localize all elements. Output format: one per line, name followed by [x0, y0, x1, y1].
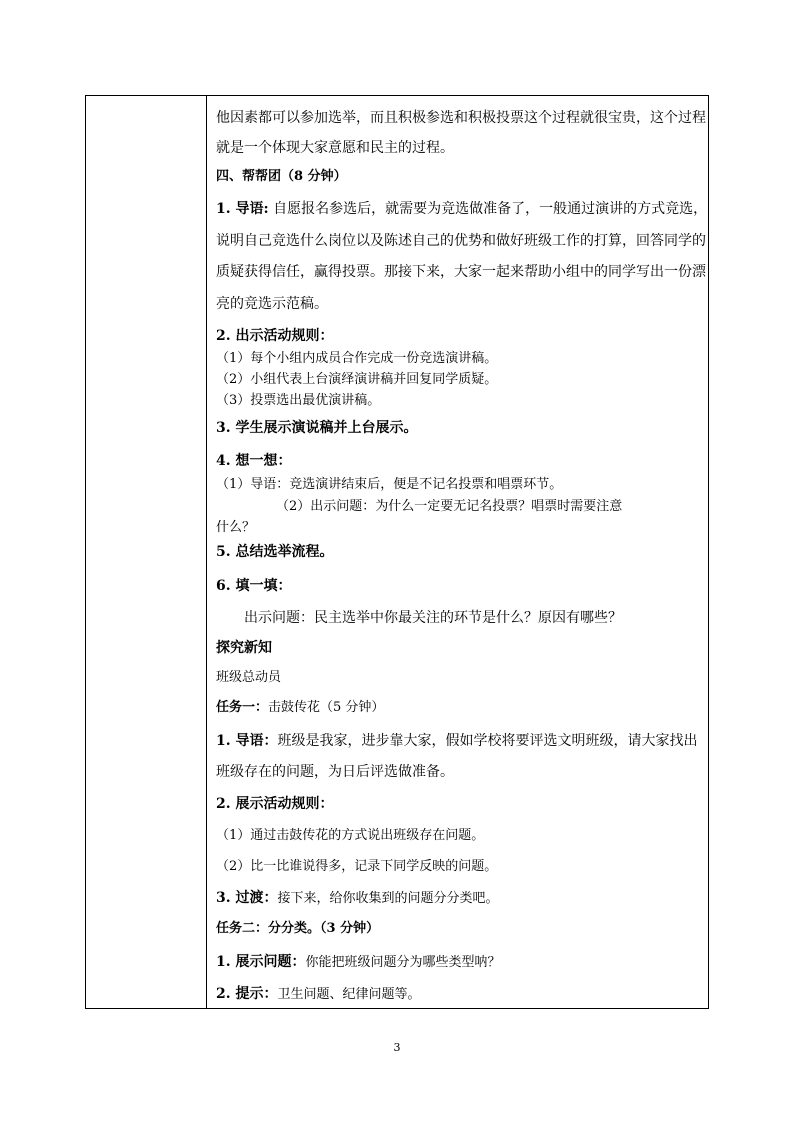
section-heading: 四、帮帮团（8 分钟）	[216, 169, 347, 184]
section-heading: 探究新知	[216, 640, 272, 656]
label: 2. 提示：	[216, 986, 278, 1002]
step-heading: 4. 想一想：	[216, 453, 292, 469]
text-line: 班级存在的问题，为日后评选做准备。	[216, 764, 454, 780]
label: 1. 导语:	[216, 201, 269, 217]
list-item: （2）出示问题：为什么一定要无记名投票？唱票时需要注意	[276, 499, 623, 514]
label: 任务二：	[216, 921, 269, 936]
text: 接下来，给你收集到的问题分分类吧。	[277, 891, 499, 906]
label: 1. 展示问题：	[216, 954, 306, 970]
text-line	[216, 889, 499, 908]
text: 分分类。（3 分钟）	[268, 921, 380, 936]
label: 3. 过渡：	[216, 890, 278, 906]
task-heading	[216, 920, 379, 938]
list-item: （3）投票选出最优演讲稿。	[216, 393, 381, 408]
text-line: 他因素都可以参加选举，而且积极参选和积极投票这个过程就很宝贵，这个过程	[216, 110, 706, 126]
text: 你能把班级问题分为哪些类型呐？	[305, 955, 501, 970]
task-heading	[216, 699, 384, 717]
text: 班级是我家，进步靠大家，假如学校将要评选文明班级，请大家找出	[277, 733, 698, 749]
page-number: 3	[393, 1041, 401, 1054]
text: 击鼓传花（5 分钟）	[268, 700, 385, 715]
step-heading: 6. 填一填：	[216, 578, 292, 594]
step-heading: 5. 总结选举流程。	[216, 544, 334, 560]
text-line: 出示问题：民主选举中你最关注的环节是什么？原因有哪些？	[244, 610, 622, 626]
text-line: 质疑获得信任，赢得投票。那接下来，大家一起来帮助小组中的同学写出一份漂	[216, 264, 706, 280]
text-line: 说明自己竞选什么岗位以及陈述自己的优势和做好班级工作的打算，回答同学的	[216, 233, 706, 249]
text-line	[216, 985, 421, 1004]
list-item: （1）每个小组内成员合作完成一份竞选演讲稿。	[216, 351, 498, 366]
list-item: （2）比一比谁说得多，记录下同学反映的问题。	[216, 859, 498, 874]
text-line	[216, 732, 698, 750]
text: 自愿报名参选后，就需要为竞选做准备了，一般通过演讲的方式竞选，	[268, 201, 708, 217]
step-heading: 3. 学生展示演说稿并上台展示。	[216, 420, 418, 436]
lesson-table	[85, 95, 709, 1009]
list-item: （1）导语：竞选演讲结束后，便是不记名投票和唱票环节。	[216, 477, 563, 492]
label: 任务一：	[216, 700, 269, 715]
list-item: （1）通过击鼓传花的方式说出班级存在问题。	[216, 828, 485, 843]
subsection-heading: 班级总动员	[216, 670, 282, 685]
list-item: （2）小组代表上台演绎演讲稿并回复同学质疑。	[216, 372, 498, 387]
text-line	[216, 953, 501, 972]
text-line: 就是一个体现大家意愿和民主的过程。	[216, 140, 454, 156]
rules-heading: 2. 出示活动规则：	[216, 328, 334, 344]
text-line: 什么？	[216, 520, 256, 535]
text-line: 亮的竞选示范稿。	[216, 296, 328, 312]
rules-heading: 2. 展示活动规则：	[216, 796, 334, 812]
text: 卫生问题、纪律问题等。	[277, 987, 421, 1002]
text-line	[216, 200, 707, 218]
left-column-cell	[86, 96, 207, 1008]
label: 1. 导语：	[216, 733, 278, 749]
